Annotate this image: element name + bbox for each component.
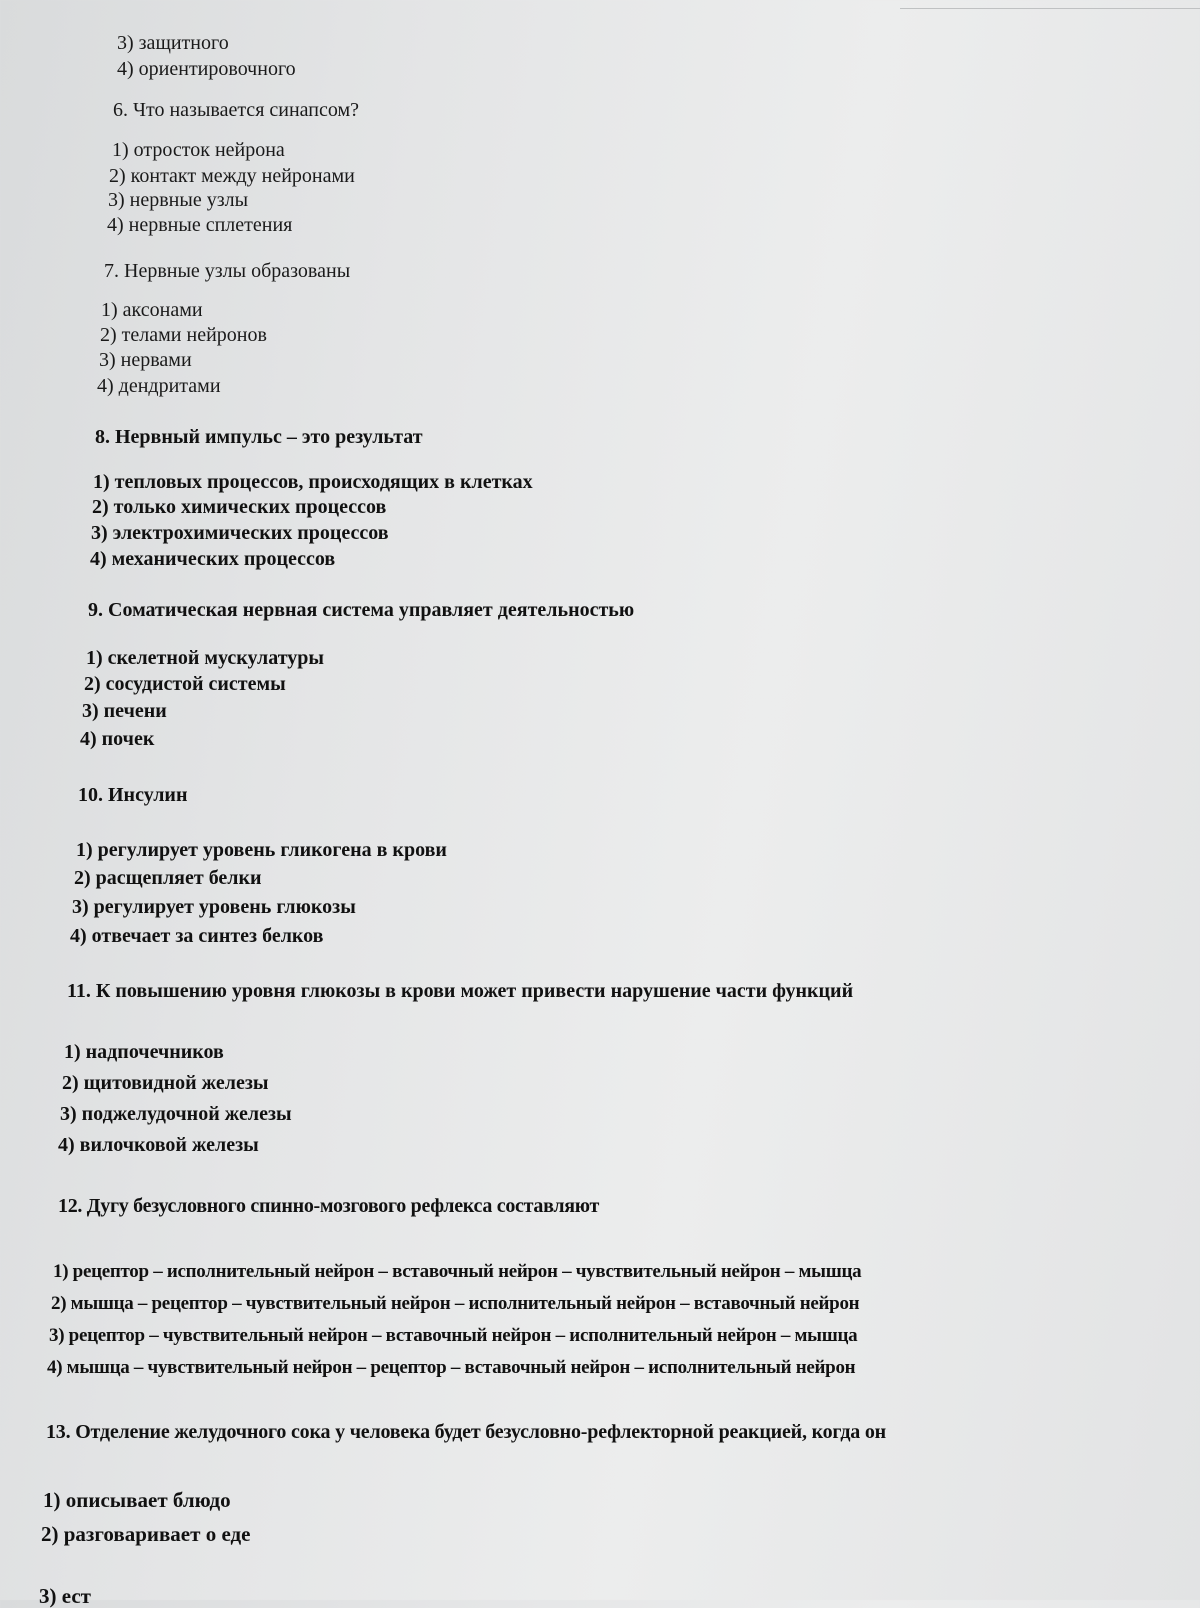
q6-option-2: 2) контакт между нейронами	[109, 165, 355, 187]
q13-option-3: 3) ест	[39, 1584, 91, 1608]
q10-option-2: 2) расщепляет белки	[74, 867, 262, 889]
q7-option-3: 3) нервами	[99, 349, 192, 371]
q10-option-3: 3) регулирует уровень глюкозы	[72, 896, 356, 918]
q13-option-2: 2) разговаривает о еде	[41, 1522, 251, 1546]
q11-option-3: 3) поджелудочной железы	[60, 1103, 292, 1125]
q7-option-4: 4) дендритами	[97, 375, 221, 397]
q11-option-2: 2) щитовидной железы	[62, 1072, 269, 1094]
q8-option-2: 2) только химических процессов	[92, 496, 387, 518]
q11-option-4: 4) вилочковой железы	[58, 1134, 259, 1156]
q8-option-4: 4) механических процессов	[90, 548, 336, 570]
q13-question: 13. Отделение желудочного сока у человека будет безусловно-рефлекторной реакцией, когда он	[46, 1421, 886, 1443]
q8-option-3: 3) электрохимических процессов	[91, 522, 389, 544]
q9-option-4: 4) почек	[80, 728, 155, 750]
q6-option-3: 3) нервные узлы	[108, 189, 249, 211]
q11-option-1: 1) надпочечников	[64, 1041, 224, 1063]
q10-question: 10. Инсулин	[78, 784, 188, 806]
q10-option-4: 4) отвечает за синтез белков	[70, 925, 324, 947]
q10-option-1: 1) регулирует уровень гликогена в крови	[76, 839, 447, 861]
q12-option-2: 2) мышца – рецептор – чувствительный нейрон – исполнительный нейрон – вставочный нейрон	[51, 1293, 860, 1314]
q13-option-1: 1) описывает блюдо	[43, 1488, 231, 1512]
q9-question: 9. Соматическая нервная система управляет деятельностью	[88, 599, 635, 621]
q6-option-1: 1) отросток нейрона	[112, 139, 285, 161]
q7-option-2: 2) телами нейронов	[100, 324, 267, 346]
q5-option-4: 4) ориентировочного	[117, 58, 296, 80]
q9-option-2: 2) сосудистой системы	[84, 673, 286, 695]
q12-option-3: 3) рецептор – чувствительный нейрон – вставочный нейрон – исполнительный нейрон – мышца	[49, 1325, 858, 1346]
q8-question: 8. Нервный импульс – это результат	[95, 426, 423, 448]
q7-option-1: 1) аксонами	[101, 299, 203, 321]
q6-question: 6. Что называется синапсом?	[113, 99, 360, 121]
page-edge-rule	[900, 8, 1200, 9]
q12-option-4: 4) мышца – чувствительный нейрон – рецептор – вставочный нейрон – исполнительный нейрон	[47, 1357, 856, 1378]
q8-option-1: 1) тепловых процессов, происходящих в клетках	[93, 471, 533, 493]
q12-question: 12. Дугу безусловного спинно-мозгового рефлекса составляют	[58, 1195, 599, 1217]
q6-option-4: 4) нервные сплетения	[107, 214, 293, 236]
q12-option-1: 1) рецептор – исполнительный нейрон – вставочный нейрон – чувствительный нейрон – мышца	[53, 1261, 862, 1282]
q9-option-3: 3) печени	[82, 700, 167, 722]
q9-option-1: 1) скелетной мускулатуры	[86, 647, 325, 669]
q5-option-3: 3) защитного	[117, 32, 229, 54]
q11-question: 11. К повышению уровня глюкозы в крови может привести нарушение части функций	[67, 980, 854, 1002]
q7-question: 7. Нервные узлы образованы	[104, 260, 351, 282]
